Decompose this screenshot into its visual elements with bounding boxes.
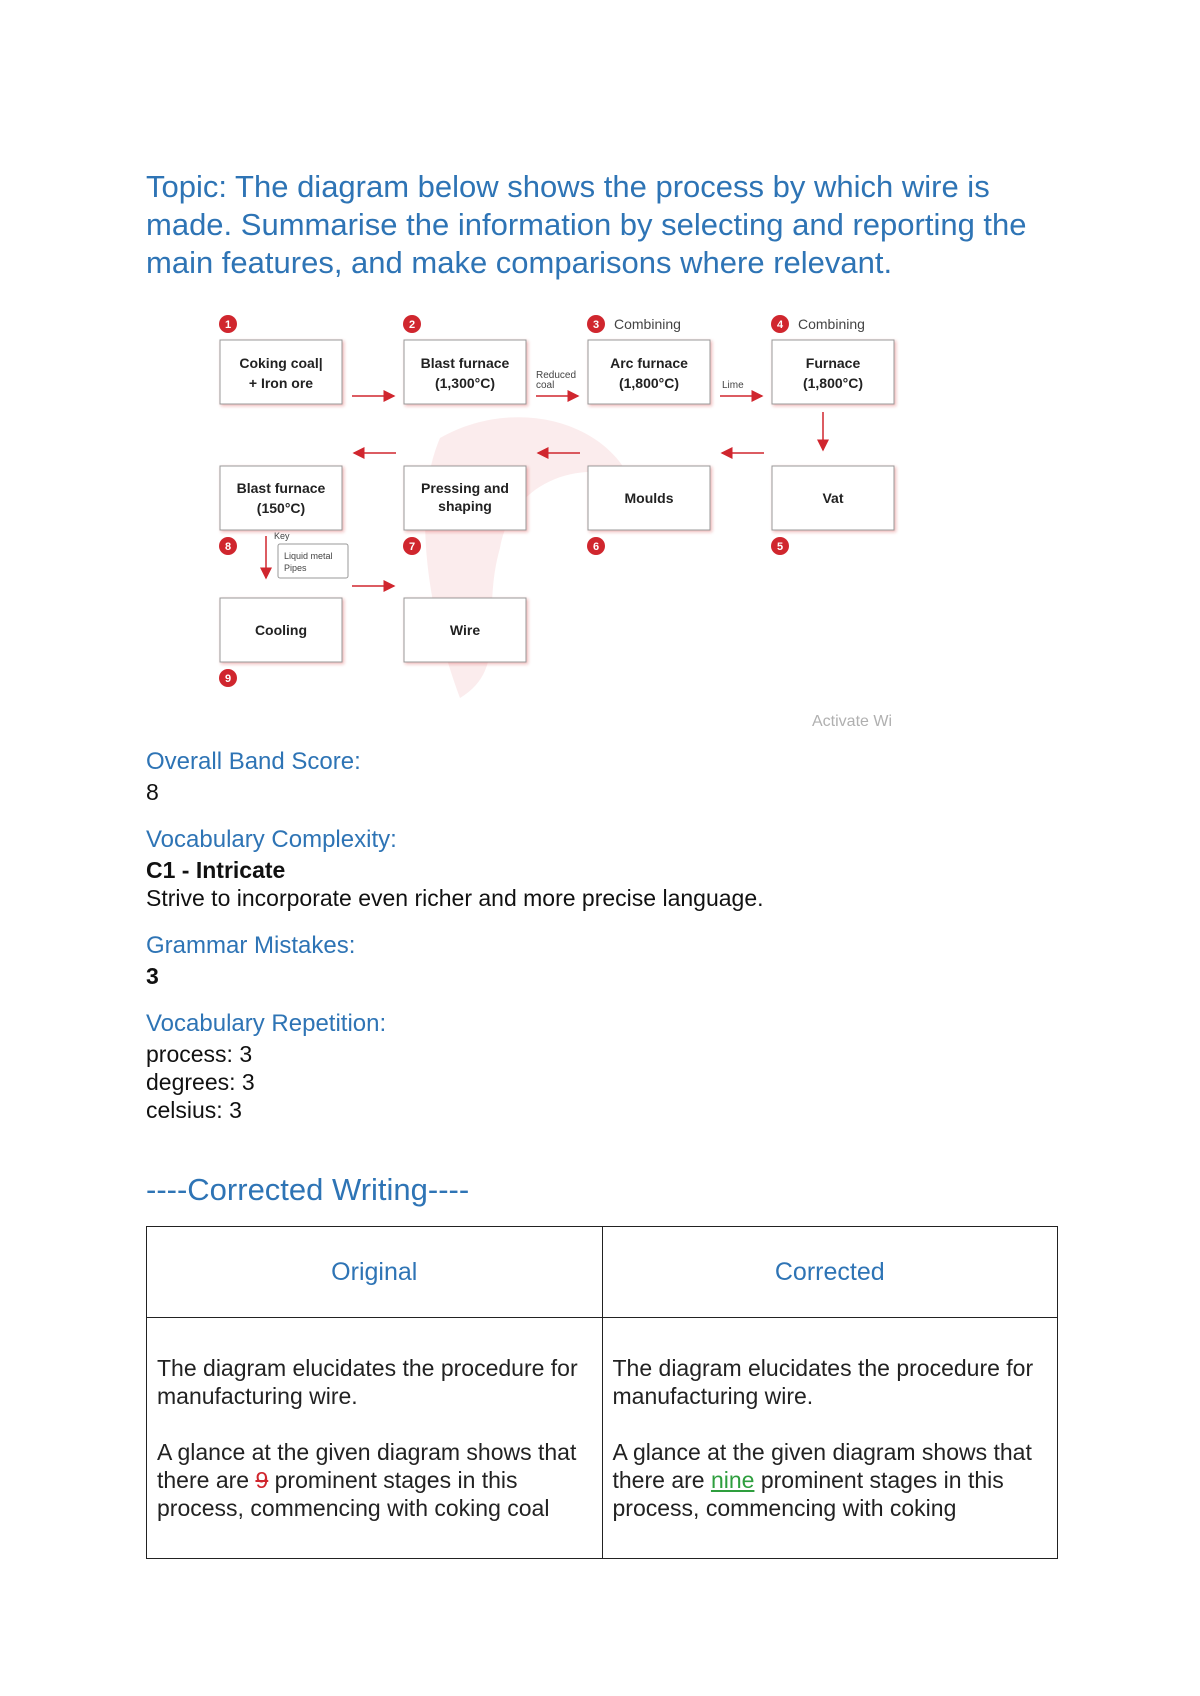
step-8-box xyxy=(220,466,342,530)
step-4-note: Combining xyxy=(798,316,865,332)
arrow-label-coal: coal xyxy=(536,380,555,391)
step-7-sublabel: shaping xyxy=(438,498,492,514)
corrected-text-before: A glance at the given diagram shows that there are xyxy=(612,1439,1032,1493)
overall-score-value: 8 xyxy=(146,779,159,805)
badge-4: 4 xyxy=(776,319,784,331)
step-3-sublabel: (1,800°C) xyxy=(618,375,680,391)
repetition-item: celsius: 3 xyxy=(146,1097,242,1123)
corrected-paragraph-1: The diagram elucidates the procedure for manufacturing wire. xyxy=(612,1355,1034,1409)
grammar-value: 3 xyxy=(146,963,159,989)
step-6-label: Moulds xyxy=(624,490,674,506)
step-1-box xyxy=(220,340,342,404)
overall-score-section xyxy=(146,748,361,806)
key-title: Key xyxy=(274,531,290,541)
arrow-label-lime: Lime xyxy=(722,380,744,391)
step-9-label: Cooling xyxy=(254,622,308,638)
vocab-complexity-section xyxy=(146,826,1046,912)
badge-5: 5 xyxy=(776,541,784,553)
original-text-before: A glance at the given diagram shows that there are xyxy=(157,1439,577,1493)
step-2-sublabel: (1,300°C) xyxy=(434,375,496,391)
original-text-after: prominent stages in this process, commencing with coking coal xyxy=(157,1467,550,1521)
step-8-label: Blast furnace xyxy=(236,480,326,496)
corrected-text-after: prominent stages in this process, commencing with coking xyxy=(612,1467,1004,1521)
wire-process-diagram xyxy=(210,288,930,728)
corrected-writing-heading: ----Corrected Writing---- xyxy=(146,1172,470,1207)
repetition-item: degrees: 3 xyxy=(146,1069,255,1095)
badge-8: 8 xyxy=(224,541,232,553)
key-line-2: Pipes xyxy=(284,563,307,573)
table-header-row xyxy=(147,1227,1058,1318)
topic-prompt: Topic: The diagram below shows the process by which wire is made. Summarise the information by selecting and reporting the main features, and make comparisons where relevant. xyxy=(146,169,1027,280)
step-1-label: Coking coal| xyxy=(239,355,323,371)
key-line-1: Liquid metal xyxy=(284,551,333,561)
grammar-section xyxy=(146,932,355,990)
original-cell xyxy=(147,1318,603,1559)
overall-score-label: Overall Band Score: xyxy=(146,748,361,775)
wire-label: Wire xyxy=(449,622,481,638)
column-header-corrected: Corrected xyxy=(602,1227,1058,1318)
vocab-complexity-label: Vocabulary Complexity: xyxy=(146,826,397,853)
step-4-sublabel: (1,800°C) xyxy=(802,375,864,391)
step-9-box xyxy=(220,598,342,662)
step-8-sublabel: (150°C) xyxy=(256,500,306,516)
badge-6: 6 xyxy=(592,541,600,553)
step-7-box xyxy=(404,466,526,530)
repetition-item: process: 3 xyxy=(146,1041,253,1067)
badge-2: 2 xyxy=(408,319,416,331)
step-3-note: Combining xyxy=(614,316,681,332)
original-paragraph-1: The diagram elucidates the procedure for manufacturing wire. xyxy=(157,1355,578,1409)
step-3-label: Arc furnace xyxy=(610,355,688,371)
wire-box xyxy=(404,598,526,662)
table-row xyxy=(147,1318,1058,1559)
badge-1: 1 xyxy=(224,319,232,331)
badge-3: 3 xyxy=(592,319,600,331)
step-5-box xyxy=(772,466,894,530)
badge-9: 9 xyxy=(224,673,232,685)
repetition-section xyxy=(146,1010,386,1124)
inserted-text: nine xyxy=(710,1467,755,1493)
step-2-label: Blast furnace xyxy=(420,355,510,371)
step-6-box xyxy=(588,466,710,530)
watermark-activate: Activate Wi xyxy=(812,713,893,728)
step-4-box xyxy=(772,340,894,404)
step-3-box xyxy=(588,340,710,404)
badge-7: 7 xyxy=(408,541,416,553)
vocab-level: C1 - Intricate xyxy=(146,857,286,883)
corrected-cell xyxy=(602,1318,1058,1559)
step-2-box xyxy=(404,340,526,404)
original-paragraph-2 xyxy=(157,1438,592,1522)
column-header-original: Original xyxy=(147,1227,603,1318)
arrow-label-reduced: Reduced xyxy=(536,370,577,381)
grammar-label: Grammar Mistakes: xyxy=(146,932,356,959)
vocab-advice: Strive to incorporate even richer and more precise language. xyxy=(146,885,764,911)
step-4-label: Furnace xyxy=(805,355,861,371)
repetition-label: Vocabulary Repetition: xyxy=(146,1010,387,1037)
deleted-text: 9 xyxy=(255,1467,269,1493)
step-5-label: Vat xyxy=(822,490,844,506)
step-7-label: Pressing and xyxy=(421,480,509,496)
corrected-paragraph-2 xyxy=(613,1438,1048,1522)
step-1-sublabel: + Iron ore xyxy=(248,375,314,391)
correction-table xyxy=(146,1226,1058,1559)
